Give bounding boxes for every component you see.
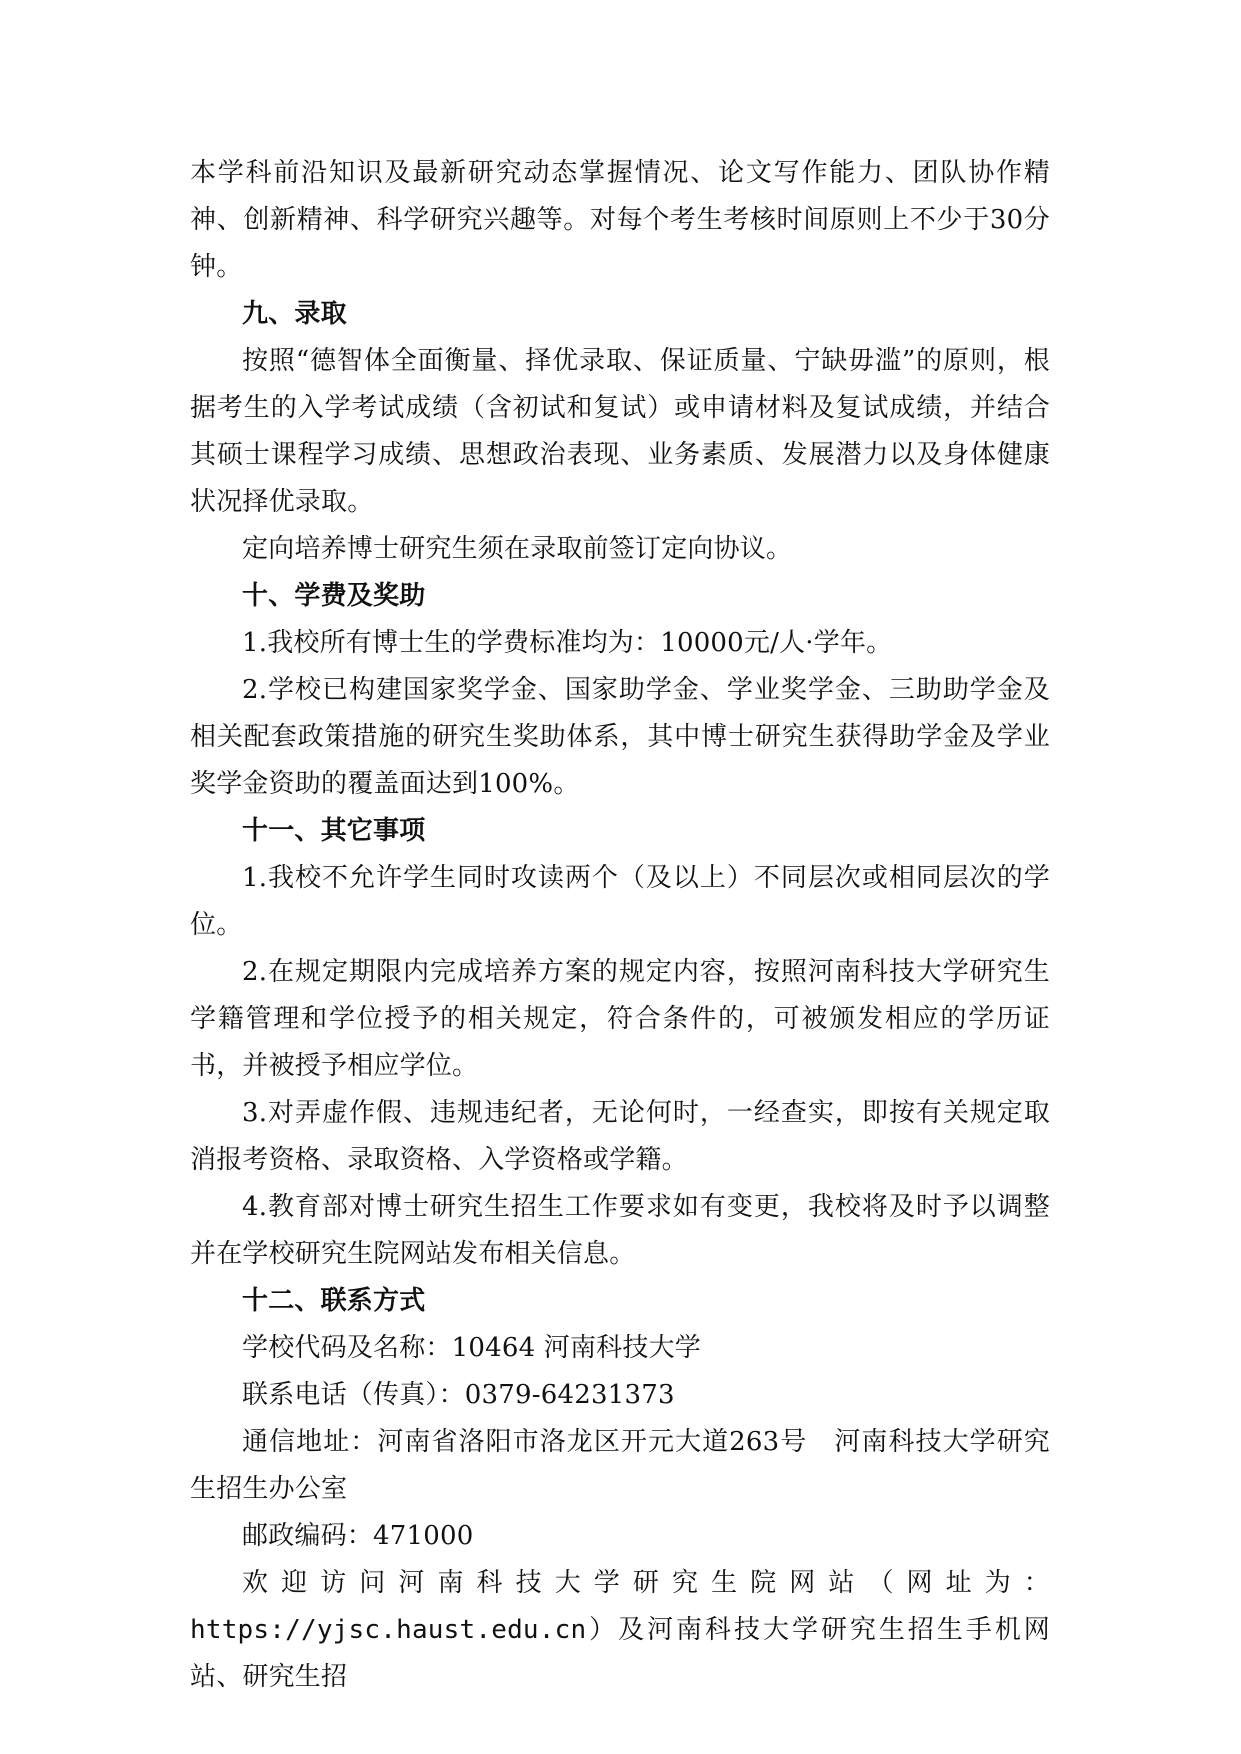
paragraph-other-1: 1.我校不允许学生同时攻读两个（及以上）不同层次或相同层次的学位。 <box>190 863 1050 940</box>
website-url-link[interactable]: https://yjsc.haust.edu.cn <box>190 1615 587 1645</box>
section-heading-tuition: 十、学费及奖助 <box>242 581 426 611</box>
contact-website-intro: 欢迎访问河南科技大学研究生院网站（网址为： <box>242 1568 1050 1598</box>
paragraph-tuition-standard: 1.我校所有博士生的学费标准均为：10000元/人·学年。 <box>242 628 893 658</box>
contact-website-line <box>190 1607 1050 1701</box>
paragraph-other-3: 3.对弄虚作假、违规违纪者，无论何时，一经查实，即按有关规定取消报考资格、录取资格、入学资格或学籍。 <box>190 1098 1050 1175</box>
section-heading-other-matters: 十一、其它事项 <box>242 816 426 846</box>
paragraph-other-4: 4.教育部对博士研究生招生工作要求如有变更，我校将及时予以调整并在学校研究生院网站发布相关信息。 <box>190 1192 1050 1269</box>
contact-school-code: 学校代码及名称：10464 河南科技大学 <box>242 1333 701 1363</box>
document-page <box>190 150 1050 1701</box>
contact-address: 通信地址：河南省洛阳市洛龙区开元大道263号 河南科技大学研究生招生办公室 <box>190 1427 1050 1504</box>
section-heading-admission: 九、录取 <box>242 299 347 329</box>
paragraph-directed-agreement: 定向培养博士研究生须在录取前签订定向协议。 <box>242 534 793 564</box>
section-heading-contact: 十二、联系方式 <box>242 1286 426 1316</box>
paragraph-scholarship-system: 2.学校已构建国家奖学金、国家助学金、学业奖学金、三助助学金及相关配套政策措施的研究生奖助体系，其中博士研究生获得助学金及学业奖学金资助的覆盖面达到100%。 <box>190 675 1050 799</box>
paragraph-exam-content: 本学科前沿知识及最新研究动态掌握情况、论文写作能力、团队协作精神、创新精神、科学研究兴趣等。对每个考生考核时间原则上不少于30分钟。 <box>190 158 1050 282</box>
website-line-rest: ）及河南科技大学研究生招生手机网站、研究生招 <box>190 1615 1050 1692</box>
paragraph-admission-principle: 按照“德智体全面衡量、择优录取、保证质量、宁缺毋滥”的原则，根据考生的入学考试成绩（含初试和复试）或申请材料及复试成绩，并结合其硕士课程学习成绩、思想政治表现、业务素质、发展潜力以及身体健康状况择优录取。 <box>190 346 1050 517</box>
paragraph-other-2: 2.在规定期限内完成培养方案的规定内容，按照河南科技大学研究生学籍管理和学位授予的相关规定，符合条件的，可被颁发相应的学历证书，并被授予相应学位。 <box>190 957 1050 1081</box>
contact-postcode: 邮政编码：471000 <box>242 1521 474 1551</box>
contact-phone: 联系电话（传真）：0379-64231373 <box>242 1380 675 1410</box>
